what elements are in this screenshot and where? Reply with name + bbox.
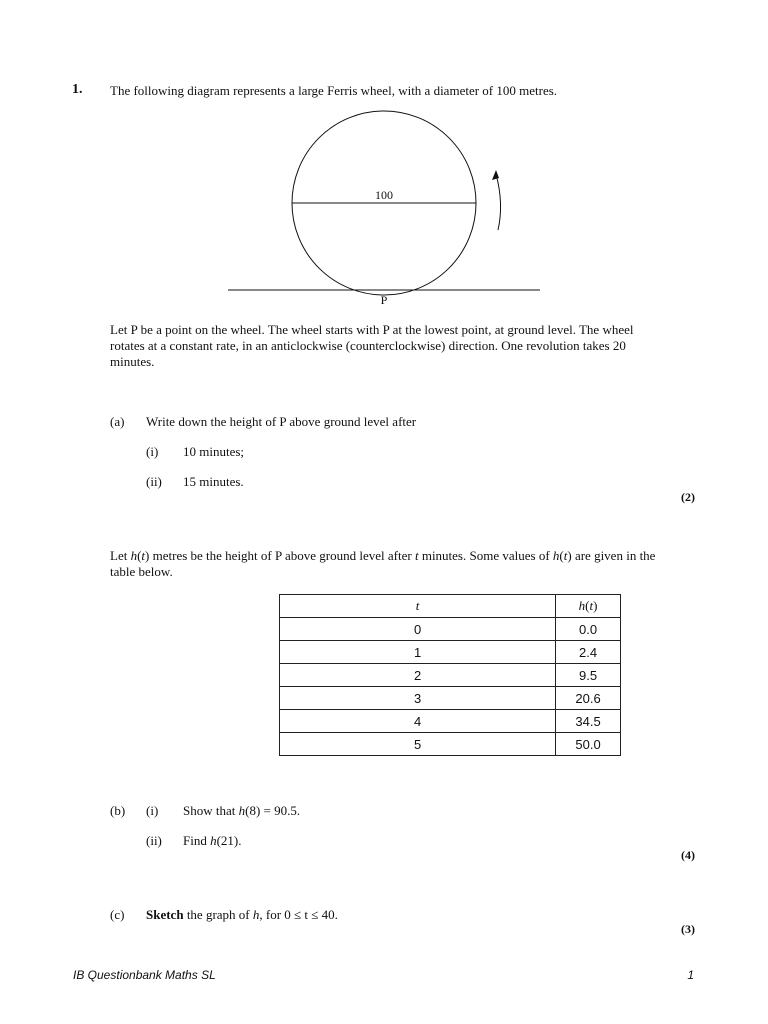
page-number: 1 <box>687 968 694 982</box>
table-header-h: h(t) <box>556 595 621 618</box>
table-cell-h: 50.0 <box>556 733 621 756</box>
table-cell-h: 34.5 <box>556 710 621 733</box>
ferris-wheel-diagram <box>220 108 550 308</box>
table-cell-h: 2.4 <box>556 641 621 664</box>
diameter-label: 100 <box>375 188 393 202</box>
table-row <box>280 710 621 733</box>
footer-source: IB Questionbank Maths SL <box>73 968 216 982</box>
part-b-marks: (4) <box>681 848 695 862</box>
arrow-head-icon <box>492 170 499 180</box>
table-cell-t: 5 <box>280 733 556 756</box>
question-number: 1. <box>72 82 83 97</box>
table-header-row <box>280 595 621 618</box>
table-cell-t: 4 <box>280 710 556 733</box>
part-b-ii-text: Find h(21). <box>183 833 242 848</box>
wheel-description: Let P be a point on the wheel. The wheel starts with P at the lowest point, at ground level. The wheel rotates at a constant rate, in an anticlockwise (counterclockwise) direction. One revolution takes 20 minutes. <box>110 322 634 369</box>
part-b-label: (b) <box>110 803 126 818</box>
part-a-text: Write down the height of P above ground level after <box>146 414 417 429</box>
part-a-marks: (2) <box>681 490 695 504</box>
table-row <box>280 664 621 687</box>
table-cell-h: 9.5 <box>556 664 621 687</box>
table-cell-h: 20.6 <box>556 687 621 710</box>
question-intro: The following diagram represents a large Ferris wheel, with a diameter of 100 metres. <box>110 83 558 98</box>
table-header-t: t <box>280 595 556 618</box>
table-row <box>280 733 621 756</box>
rotation-arrow-icon <box>496 174 501 230</box>
part-a-i-text: 10 minutes; <box>183 444 245 459</box>
table-cell-t: 2 <box>280 664 556 687</box>
part-b-i-text: Show that h(8) = 90.5. <box>183 803 301 818</box>
part-a-label: (a) <box>110 414 125 429</box>
part-a-ii-text: 15 minutes. <box>183 474 244 489</box>
point-p-label: P <box>380 293 388 307</box>
part-c-label: (c) <box>110 907 125 922</box>
part-c-text: Sketch the graph of h, for 0 ≤ t ≤ 40. <box>146 907 338 922</box>
table-cell-t: 0 <box>280 618 556 641</box>
part-a-i-label: (i) <box>146 444 159 459</box>
height-function-description: Let h(t) metres be the height of P above ground level after t minutes. Some values of h(t) are given in the table below. <box>110 548 656 579</box>
table-cell-t: 3 <box>280 687 556 710</box>
table-row <box>280 641 621 664</box>
part-b-i-label: (i) <box>146 803 159 818</box>
table-row <box>280 687 621 710</box>
table-cell-t: 1 <box>280 641 556 664</box>
table-cell-h: 0.0 <box>556 618 621 641</box>
part-c-marks: (3) <box>681 922 695 936</box>
part-a-ii-label: (ii) <box>146 474 162 489</box>
table-row <box>280 618 621 641</box>
values-table <box>279 594 621 756</box>
part-b-ii-label: (ii) <box>146 833 162 848</box>
